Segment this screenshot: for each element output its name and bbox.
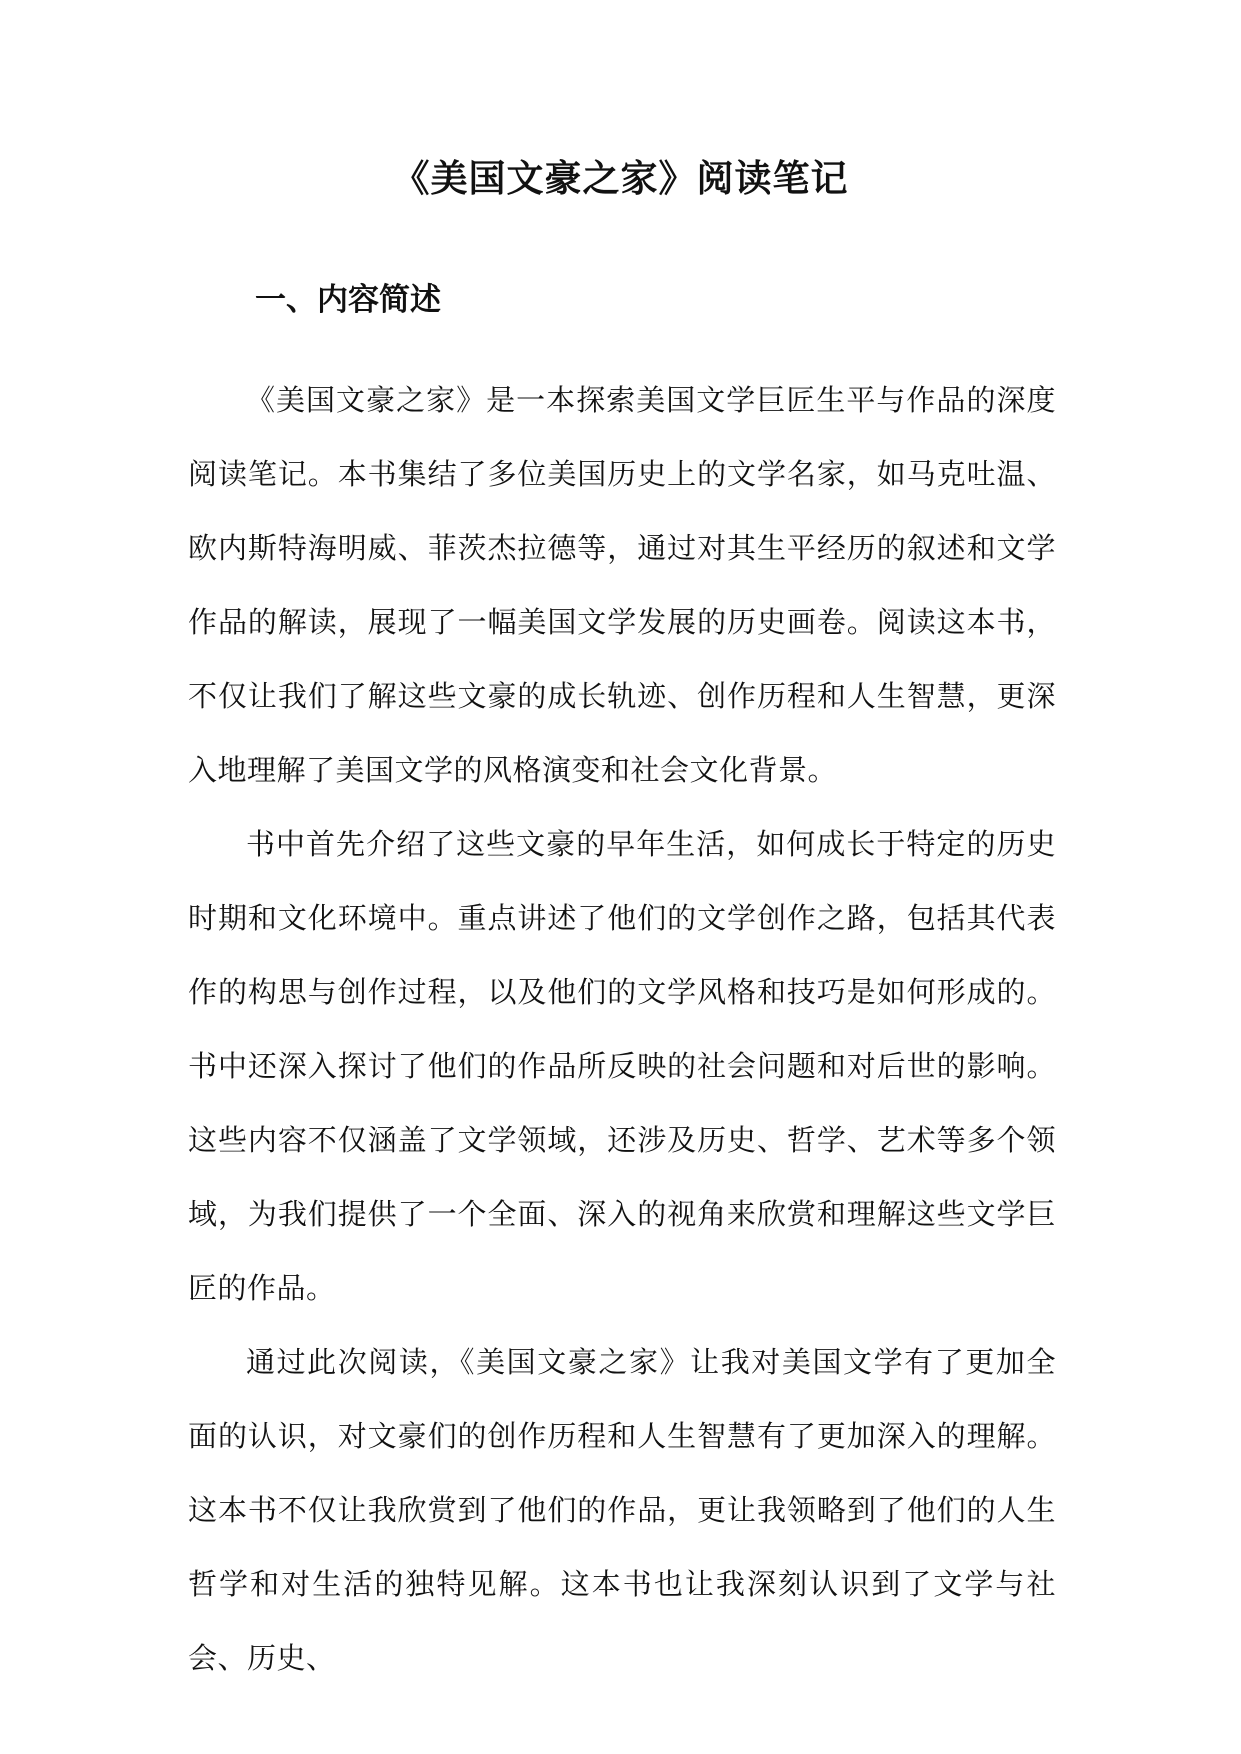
section-body [188,363,1056,1695]
section-heading: 一、内容简述 [255,282,441,318]
paragraph-1: 《美国文豪之家》是一本探索美国文学巨匠生平与作品的深度阅读笔记。本书集结了多位美国历史上的文学名家，如马克吐温、欧内斯特海明威、菲茨杰拉德等，通过对其生平经历的叙述和文学作品的解读，展现了一幅美国文学发展的历史画卷。阅读这本书，不仅让我们了解这些文豪的成长轨迹、创作历程和人生智慧，更深入地理解了美国文学的风格演变和社会文化背景。 [188,383,1056,787]
paragraph-2: 书中首先介绍了这些文豪的早年生活，如何成长于特定的历史时期和文化环境中。重点讲述了他们的文学创作之路，包括其代表作的构思与创作过程，以及他们的文学风格和技巧是如何形成的。书中还深入探讨了他们的作品所反映的社会问题和对后世的影响。这些内容不仅涵盖了文学领域，还涉及历史、哲学、艺术等多个领域，为我们提供了一个全面、深入的视角来欣赏和理解这些文学巨匠的作品。 [188,827,1056,1305]
paragraph-3: 通过此次阅读，《美国文豪之家》让我对美国文学有了更加全面的认识，对文豪们的创作历程和人生智慧有了更加深入的理解。这本书不仅让我欣赏到了他们的作品，更让我领略到了他们的人生哲学和对生活的独特见解。这本书也让我深刻认识到了文学与社会、历史、 [188,1345,1056,1675]
document-title: 《美国文豪之家》阅读笔记 [392,156,849,200]
